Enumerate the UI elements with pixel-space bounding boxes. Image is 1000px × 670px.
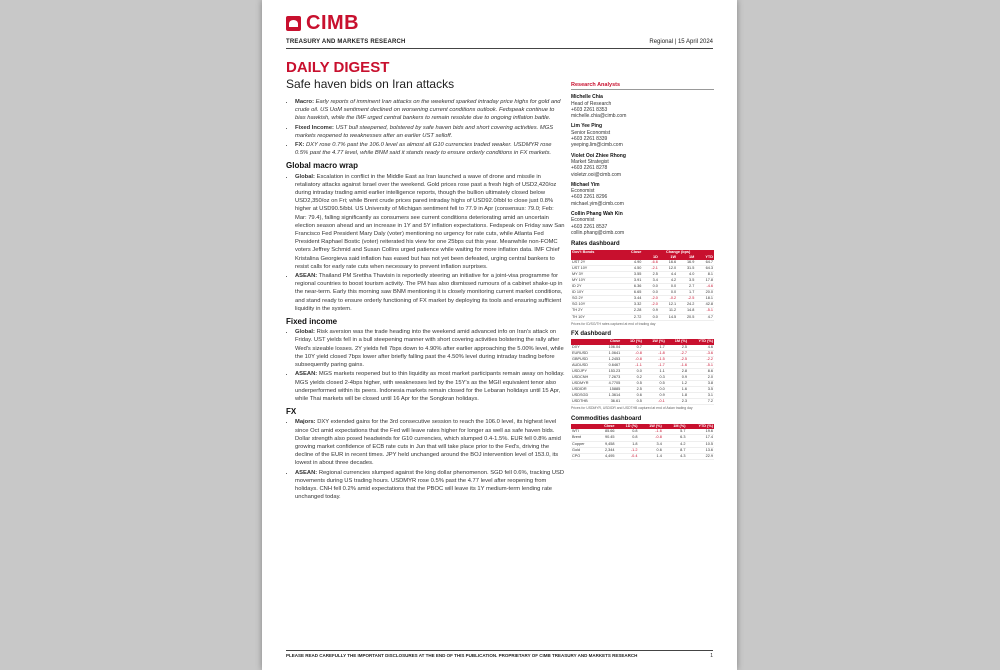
fx-row-value: -2.2 xyxy=(688,356,714,362)
commodities-row-value: 0.6 xyxy=(638,447,662,453)
brand-logo xyxy=(286,12,359,35)
fx-row-value: 0.9 xyxy=(643,393,666,399)
fx-row xyxy=(571,399,714,405)
analyst-role: Senior Economist xyxy=(571,129,611,136)
rates-row-value: 14.8 xyxy=(677,308,695,314)
commodities-row-value: 8.7 xyxy=(663,447,687,453)
fx-dashboard-table xyxy=(571,339,714,405)
commodities-row-label: Gold xyxy=(571,447,595,453)
fx-row-value: -1.1 xyxy=(621,362,643,368)
rates-row-value: 3.4 xyxy=(642,278,659,284)
commodities-row-value: 19.6 xyxy=(686,429,714,435)
commodities-row-value: 2,344 xyxy=(595,447,616,453)
fx-row-value: -0.8 xyxy=(621,356,643,362)
rates-row-value: 3.44 xyxy=(618,296,642,302)
brand-name: CIMB xyxy=(306,12,360,34)
commodities-col-header: Close xyxy=(595,424,616,429)
fx-row-value: -1.8 xyxy=(643,350,666,356)
rates-row-label: SG 2Y xyxy=(571,296,618,302)
rates-row-label: TH 10Y xyxy=(571,314,618,320)
fx-col-header: 1M (%) xyxy=(666,339,688,344)
rates-row-label: UST 10Y xyxy=(571,265,618,271)
fx-col-header: 1W (%) xyxy=(643,339,666,344)
analyst-name: Collin Phang Wah Kin xyxy=(571,211,623,218)
item-text: Risk aversion was the trade heading into the weekend amid advanced info on Iran's attack on Friday. UST yields fell in a bull steepening manner with short covering activities bolstering the rally after Wed's sizeable losses. 2Y yields fell 7bps down to 4.90% after earlier approaching the 5.00% level, while the 10Y yield closed 7bps lower after briefly falling past the 4.50% level during intraday trading before subsequently paring gains. xyxy=(295,329,564,369)
rates-row-value: 11.2 xyxy=(659,308,677,314)
fx-row-value: -2.5 xyxy=(666,356,688,362)
fx-row-value: 153.23 xyxy=(600,368,621,374)
region-date: Regional | 15 April 2024 xyxy=(649,39,713,45)
summary-item xyxy=(295,141,566,157)
item-text: DXY extended gains for the 3rd consecutive session to reach the 106.0 level, its highest level since Oct amid expectations that the Fed will leave rates higher for longer as well as safe haven bids. Dollar strength also posed headwinds for G10 currencies, which slumped 0.4-1.5%. EUR fell 0.8% amid growing market confidence of ECB rate cuts in Jun that will take place prior to the Fed's, driving the decline of the EUR in recent times. JPY held unchanged around the BOJ intervention level of 153.0, its lowest in about three decades. xyxy=(295,419,561,467)
commodities-row-value: 1.8 xyxy=(616,441,639,447)
rates-row-value: 4.2 xyxy=(659,278,677,284)
macro-item xyxy=(295,173,566,271)
rates-row-value: 2.28 xyxy=(618,308,642,314)
rates-row-value: 0.0 xyxy=(642,314,659,320)
item-label: Global: xyxy=(295,173,315,180)
fx-col-header: YTD (%) xyxy=(688,339,714,344)
summary-text: UST bull steepened, bolstered by safe haven bids and short covering activities. MGS markets reopened to weaknesses after an earlier UST selloff. xyxy=(295,124,554,139)
commodities-row-value: 90.45 xyxy=(595,435,616,441)
rates-row-value: 24.2 xyxy=(677,302,695,308)
fx-row-label: USDCNH xyxy=(571,375,600,381)
analyst-phone: +603 2261 8278 xyxy=(571,165,608,172)
item-label: ASEAN: xyxy=(295,371,318,378)
fx-row-value: 2.5 xyxy=(621,387,643,393)
fx-row-value: 2.8 xyxy=(666,368,688,374)
fx-row-value: 1.2453 xyxy=(600,356,621,362)
rates-row-value: -2.5 xyxy=(677,296,695,302)
fx-row-value: 36.61 xyxy=(600,399,621,405)
commodities-row-label: Brent xyxy=(571,435,595,441)
rates-row-value: 2.7 xyxy=(677,284,695,290)
cimb-logo-icon xyxy=(286,16,301,31)
commodities-row-label: CPO xyxy=(571,453,595,459)
rates-row-value: 31.5 xyxy=(677,265,695,271)
item-text: MGS markets reopened but to thin liquidity as most market participants remain away on holiday. MGS yields closed 2-4bps higher, with weaknesses led by the 15Y's as the MGII equivalent tenor also underperformed within its peers. Indonesia markets remain closed for the Lebaran holidays until 15 Apr, while Thai markets will be closed until 16 Apr for the Songkran holidays. xyxy=(295,371,565,402)
rates-col-header: YTD xyxy=(695,255,714,260)
analyst-role: Economist xyxy=(571,217,595,224)
rates-row-value: 12.1 xyxy=(659,302,677,308)
summary-text: Early reports of imminent Iran attacks on the weekend sparked intraday price highs for gold and crude oil. US UoM sentiment declined on worsening current conditions outlook. Fedspeak continue to bias hawkish, while the IMF urged central bankers to remain resolute due to ongoing inflation battle. xyxy=(295,99,561,122)
item-text: Thailand PM Srettha Thavisin is reportedly steering an initiative for a joint-visa programme for regional countries to boost tourism activity. The PM has also dismissed rumours of a cabinet shake-up in the near-term. Early this morning saw BNM mentioning it is closely monitoring current market conditions, and stand ready to ensure orderly functioning of FX market by deploying its tools and ensuring sufficient liquidity in the system. xyxy=(295,273,563,312)
rates-row-value: 4.90 xyxy=(618,260,642,266)
rates-body xyxy=(571,260,714,320)
item-label: ASEAN: xyxy=(295,273,318,280)
analyst-email[interactable]: michael.yim@cimb.com xyxy=(571,200,624,207)
rates-row-value: 20.0 xyxy=(695,290,714,296)
fx-row-label: USDTHB xyxy=(571,399,600,405)
commodities-col-header: YTD (%) xyxy=(686,424,714,429)
fx-row-value: 3.1 xyxy=(688,393,714,399)
rates-row-value: -0.2 xyxy=(659,296,677,302)
analyst-name: Violet Ooi Zhiee Rhong xyxy=(571,152,626,159)
document-page xyxy=(262,0,737,670)
footer-disclaimer: PLEASE READ CAREFULLY THE IMPORTANT DISCLOSURES AT THE END OF THIS PUBLICATION. PROPRIETARY OF CIMB TREASURY AND MARKETS RESEARCH xyxy=(286,653,638,658)
commodities-row-value: 4,495 xyxy=(595,453,616,459)
fx-row-value: 0.2 xyxy=(621,375,643,381)
fx-row-value: 0.5 xyxy=(643,381,666,387)
analyst-phone: +603 2261 8339 xyxy=(571,136,608,143)
fx-note: Prices for USDMYR, USDIDR and USDTHB captured at end of Asian trading day xyxy=(571,406,693,411)
commodities-row-value: 6.3 xyxy=(663,435,687,441)
commodities-row-value: 10.5 xyxy=(686,441,714,447)
fx-row-value: 4.6 xyxy=(688,345,714,351)
rates-row-value: 8.1 xyxy=(695,271,714,277)
rates-row-value: 20.5 xyxy=(677,314,695,320)
rates-row-label: MY 3Y xyxy=(571,271,618,277)
fx-row-value: 2.5 xyxy=(666,345,688,351)
rates-row-value: -5.1 xyxy=(695,308,714,314)
summary-list xyxy=(286,98,566,157)
analysts-heading: Research Analysts xyxy=(571,82,714,90)
rates-row-value: 4.0 xyxy=(677,271,695,277)
department-label: TREASURY AND MARKETS RESEARCH xyxy=(286,39,406,45)
fx-row-value: 8.6 xyxy=(688,368,714,374)
page-number: 1 xyxy=(710,653,713,659)
analyst-card xyxy=(571,153,714,178)
fx-row-value: 2.3 xyxy=(666,399,688,405)
fx-row-value: -3.6 xyxy=(688,350,714,356)
commodities-row-value: 0.8 xyxy=(616,429,639,435)
main-column xyxy=(286,98,566,502)
fx-item xyxy=(295,469,566,502)
analyst-name: Michael Yim xyxy=(571,181,600,188)
rates-row-value: -2.0 xyxy=(642,296,659,302)
fx-row-value: 1.8 xyxy=(666,393,688,399)
summary-item xyxy=(295,98,566,123)
rates-row-value: 3.5 xyxy=(677,278,695,284)
commodities-col-header: 1D (%) xyxy=(616,424,639,429)
rates-col-header: Gov't Bonds xyxy=(571,250,618,255)
rates-row-value: 64.3 xyxy=(695,265,714,271)
rates-row-value: 4.4 xyxy=(659,271,677,277)
analyst-email[interactable]: collin.phang@cimb.com xyxy=(571,229,625,236)
rates-dashboard-title: Rates dashboard xyxy=(571,241,620,248)
commodities-row-value: -0.8 xyxy=(638,435,662,441)
fixed-income-item xyxy=(295,328,566,369)
commodities-row-value: 1.4 xyxy=(638,453,662,459)
rates-row-value: 16.9 xyxy=(677,260,695,266)
analyst-email[interactable]: violetzr.ooi@cimb.com xyxy=(571,171,622,178)
commodities-row-label: WTI xyxy=(571,429,595,435)
rates-row-value: 18.1 xyxy=(695,296,714,302)
analyst-card xyxy=(571,211,714,236)
commodities-row-value: 3.4 xyxy=(638,441,662,447)
summary-label: Macro: xyxy=(295,99,315,105)
rates-row-value: -2.0 xyxy=(642,302,659,308)
rates-row-value: 3.32 xyxy=(618,302,642,308)
rates-row-value: 6.36 xyxy=(618,284,642,290)
fx-row-value: 1.3614 xyxy=(600,393,621,399)
rates-row-value: 0.0 xyxy=(659,284,677,290)
rates-row-value: 42.8 xyxy=(695,302,714,308)
commodities-row xyxy=(571,453,714,459)
item-label: Global: xyxy=(295,329,315,336)
fx-row-label: USDIDR xyxy=(571,387,600,393)
fx-row-value: 3.8 xyxy=(688,381,714,387)
rates-row-label: TH 2Y xyxy=(571,308,618,314)
analyst-phone: +603 2261 8353 xyxy=(571,106,608,113)
commodities-row-value: -1.2 xyxy=(616,447,639,453)
item-text: Regional currencies slumped against the king dollar phenomenon. SGD fell 0.6%, tracking USD movements during US trading hours. USDMYR rose 0.5% past the 4.77 level after reopening from holidays. CNH fell 0.2% amid expectations that the PBOC will leave its 1Y medium-term lending rate unchanged today. xyxy=(295,469,565,501)
fx-row-value: -1.7 xyxy=(643,362,666,368)
rates-row-value: 2.72 xyxy=(618,314,642,320)
fixed-income-item xyxy=(295,370,566,403)
rates-row-value: -4.6 xyxy=(695,284,714,290)
fx-row-value: -5.1 xyxy=(688,362,714,368)
fx-row-value: 0.3 xyxy=(643,375,666,381)
fx-row-value: 106.04 xyxy=(600,345,621,351)
rates-row xyxy=(571,314,714,320)
commodities-row-value: 4.2 xyxy=(663,441,687,447)
summary-text: DXY rose 0.7% past the 106.0 level as almost all G10 currencies traded weaker. USDMYR rose 0.5% past the 4.77 level, while BNM said it stands ready to ensure orderly conditions in FX markets. xyxy=(295,142,552,157)
item-label: Majors: xyxy=(295,419,316,426)
rates-row-value: 3.55 xyxy=(618,271,642,277)
summary-label: FX: xyxy=(295,142,305,149)
rates-row-label: SG 10Y xyxy=(571,302,618,308)
fx-row-value: 3.5 xyxy=(688,387,714,393)
fx-row-value: 15885 xyxy=(600,387,621,393)
item-text: Escalation in conflict in the Middle East as Iran launched a wave of drone and missile in retaliatory attacks against Israel over the weekend. Gold prices rose past a fresh high of USD2,420/oz during intraday trading amid earlier intelligence reports, though the bullion ultimately closed below USD2,350/oz on Fri; while Brent crude prices pared intraday highs of USD92.0/bbl to close just 0.8% higher at USD90.5/bbl. US University of Michigan sentiment fell to 77.9 in Apr (consensus: 79.0; Feb: Mar: 79.4), falling significantly as consumers see current conditions deteriorating amid an uncertain election season ahead and an increase in 1Y and 5Y inflation expectations. Fedspeak on Friday saw San Francisco Fed President Mary Daly (voter) mentioning no urgency for rate cuts, while Atlanta Fed President Raphael Bostic (voter) reiterated his view for one 25bps cut this year. Meanwhile non-FOMC voters Jeffrey Schmid and Susan Collins urged patience while waiting for more inflation data. IMF Chief Kristalina Georgieva said inflation has eased but has not yet been defeated, urging central bankers to resist calls for early rate cuts when necessary to prevent inflation surprises. xyxy=(295,173,565,270)
item-label: ASEAN: xyxy=(295,469,318,476)
rates-row-value: 0.0 xyxy=(659,290,677,296)
sidebar xyxy=(571,82,714,460)
summary-label: Fixed Income: xyxy=(295,124,334,131)
fx-row-value: -0.1 xyxy=(643,399,666,405)
commodities-row-label: Copper xyxy=(571,441,595,447)
fx-row-value: -2.7 xyxy=(666,350,688,356)
rates-row-value: 0.9 xyxy=(642,308,659,314)
fx-row-label: AUDUSD xyxy=(571,362,600,368)
rates-row-value: 12.0 xyxy=(659,265,677,271)
fx-item xyxy=(295,418,566,467)
macro-item xyxy=(295,272,566,313)
rates-row-value: -2.1 xyxy=(642,265,659,271)
rates-row-value: 0.0 xyxy=(642,290,659,296)
commodities-row-value: 85.66 xyxy=(595,429,616,435)
rates-row-value: 16.6 xyxy=(659,260,677,266)
analyst-email[interactable]: yeeping.lim@cimb.com xyxy=(571,142,623,149)
fx-row-value: 0.5 xyxy=(621,381,643,387)
report-title: DAILY DIGEST xyxy=(286,59,390,76)
commodities-row-value: 9,458 xyxy=(595,441,616,447)
analyst-phone: +603 2261 8296 xyxy=(571,194,608,201)
rates-col-header: Close xyxy=(618,250,642,255)
rates-row-value: 4.50 xyxy=(618,265,642,271)
rates-row-value: 64.7 xyxy=(695,260,714,266)
commodities-row-value: -1.6 xyxy=(638,429,662,435)
section-heading-macro: Global macro wrap xyxy=(286,161,359,171)
fx-row-value: 2.0 xyxy=(688,375,714,381)
analyst-role: Head of Research xyxy=(571,100,612,107)
rates-col-header: 1W xyxy=(659,255,677,260)
fx-row-value: 4.7705 xyxy=(600,381,621,387)
section-heading-fixed-income: Fixed income xyxy=(286,317,338,327)
footer-divider xyxy=(286,650,713,651)
commodities-dashboard-table xyxy=(571,424,714,460)
fx-row-label: EURUSD xyxy=(571,350,600,356)
rates-row-value: 17.8 xyxy=(695,278,714,284)
rates-col-header: 1M xyxy=(677,255,695,260)
fx-row-value: 1.7 xyxy=(643,345,666,351)
fx-row-value: 0.6467 xyxy=(600,362,621,368)
macro-list xyxy=(286,173,566,313)
rates-row-label: UST 2Y xyxy=(571,260,618,266)
fx-row-label: DXY xyxy=(571,345,600,351)
rates-row-value: 3.91 xyxy=(618,278,642,284)
rates-row-label: ID 10Y xyxy=(571,290,618,296)
commodities-row-value: 5.7 xyxy=(663,429,687,435)
analyst-name: Michelle Chia xyxy=(571,94,603,101)
analyst-card xyxy=(571,123,714,148)
commodities-row-value: 17.4 xyxy=(686,435,714,441)
rates-row-value: -6.6 xyxy=(642,260,659,266)
fx-row-label: USDSGD xyxy=(571,393,600,399)
fixed-income-list xyxy=(286,328,566,403)
rates-row-label: ID 2Y xyxy=(571,284,618,290)
fx-row-value: 1.6 xyxy=(666,387,688,393)
commodities-row-value: 22.9 xyxy=(686,453,714,459)
fx-row-value: 0.6 xyxy=(621,393,643,399)
fx-row-value: 7.2673 xyxy=(600,375,621,381)
summary-item xyxy=(295,124,566,140)
analyst-card xyxy=(571,182,714,207)
fx-row-value: 0.9 xyxy=(666,375,688,381)
fx-col-header: Close xyxy=(600,339,621,344)
fx-col-header: 1D (%) xyxy=(621,339,643,344)
rates-dashboard-table xyxy=(571,250,714,321)
fx-row-value: 0.0 xyxy=(621,368,643,374)
fx-row-label: GBPUSD xyxy=(571,356,600,362)
fx-row-value: 1.0641 xyxy=(600,350,621,356)
fx-dashboard-title: FX dashboard xyxy=(571,331,612,338)
analyst-role: Market Strategist xyxy=(571,158,609,165)
rates-row-value: 6.65 xyxy=(618,290,642,296)
commodities-row-value: 0.8 xyxy=(616,435,639,441)
report-subtitle: Safe haven bids on Iran attacks xyxy=(286,77,455,91)
rates-col-header: 1D xyxy=(642,255,659,260)
rates-row-value: 4.7 xyxy=(695,314,714,320)
fx-row-value: -0.8 xyxy=(621,350,643,356)
rates-note: Prices for ID/SG/TH rates captured at end of trading day xyxy=(571,321,656,326)
analyst-email[interactable]: michelle.chia@cimb.com xyxy=(571,113,627,120)
fx-row-value: -1.5 xyxy=(643,356,666,362)
fx-list xyxy=(286,418,566,501)
section-heading-fx: FX xyxy=(286,407,297,417)
rates-row-value: 14.5 xyxy=(659,314,677,320)
fx-row-value: 7.2 xyxy=(688,399,714,405)
commodities-row-value: -0.4 xyxy=(616,453,639,459)
fx-row-value: -1.6 xyxy=(666,362,688,368)
rates-row-value: 0.0 xyxy=(642,284,659,290)
fx-row-label: USDJPY xyxy=(571,368,600,374)
commodities-row-value: 4.3 xyxy=(663,453,687,459)
commodities-row-value: 13.6 xyxy=(686,447,714,453)
fx-row-label: USDMYR xyxy=(571,381,600,387)
rates-row-value: 1.7 xyxy=(677,290,695,296)
rates-group-header: Change (bps) xyxy=(642,250,714,255)
fx-row-value: 0.5 xyxy=(621,399,643,405)
analyst-card xyxy=(571,94,714,119)
analyst-phone: +603 2261 8537 xyxy=(571,223,608,230)
fx-row-value: 0.7 xyxy=(621,345,643,351)
header-divider xyxy=(286,48,713,49)
commodities-col-header: 1W (%) xyxy=(638,424,662,429)
analyst-name: Lim Yee Ping xyxy=(571,123,603,130)
rates-row-value: 2.5 xyxy=(642,271,659,277)
fx-row-value: 1.1 xyxy=(643,368,666,374)
fx-row-value: 1.2 xyxy=(666,381,688,387)
analyst-role: Economist xyxy=(571,188,595,195)
commodities-body xyxy=(571,429,714,459)
commodities-col-header: 1M (%) xyxy=(663,424,687,429)
fx-row-value: 0.0 xyxy=(643,387,666,393)
commodities-dashboard-title: Commodities dashboard xyxy=(571,415,642,422)
rates-row-label: MY 10Y xyxy=(571,278,618,284)
fx-body xyxy=(571,345,714,405)
